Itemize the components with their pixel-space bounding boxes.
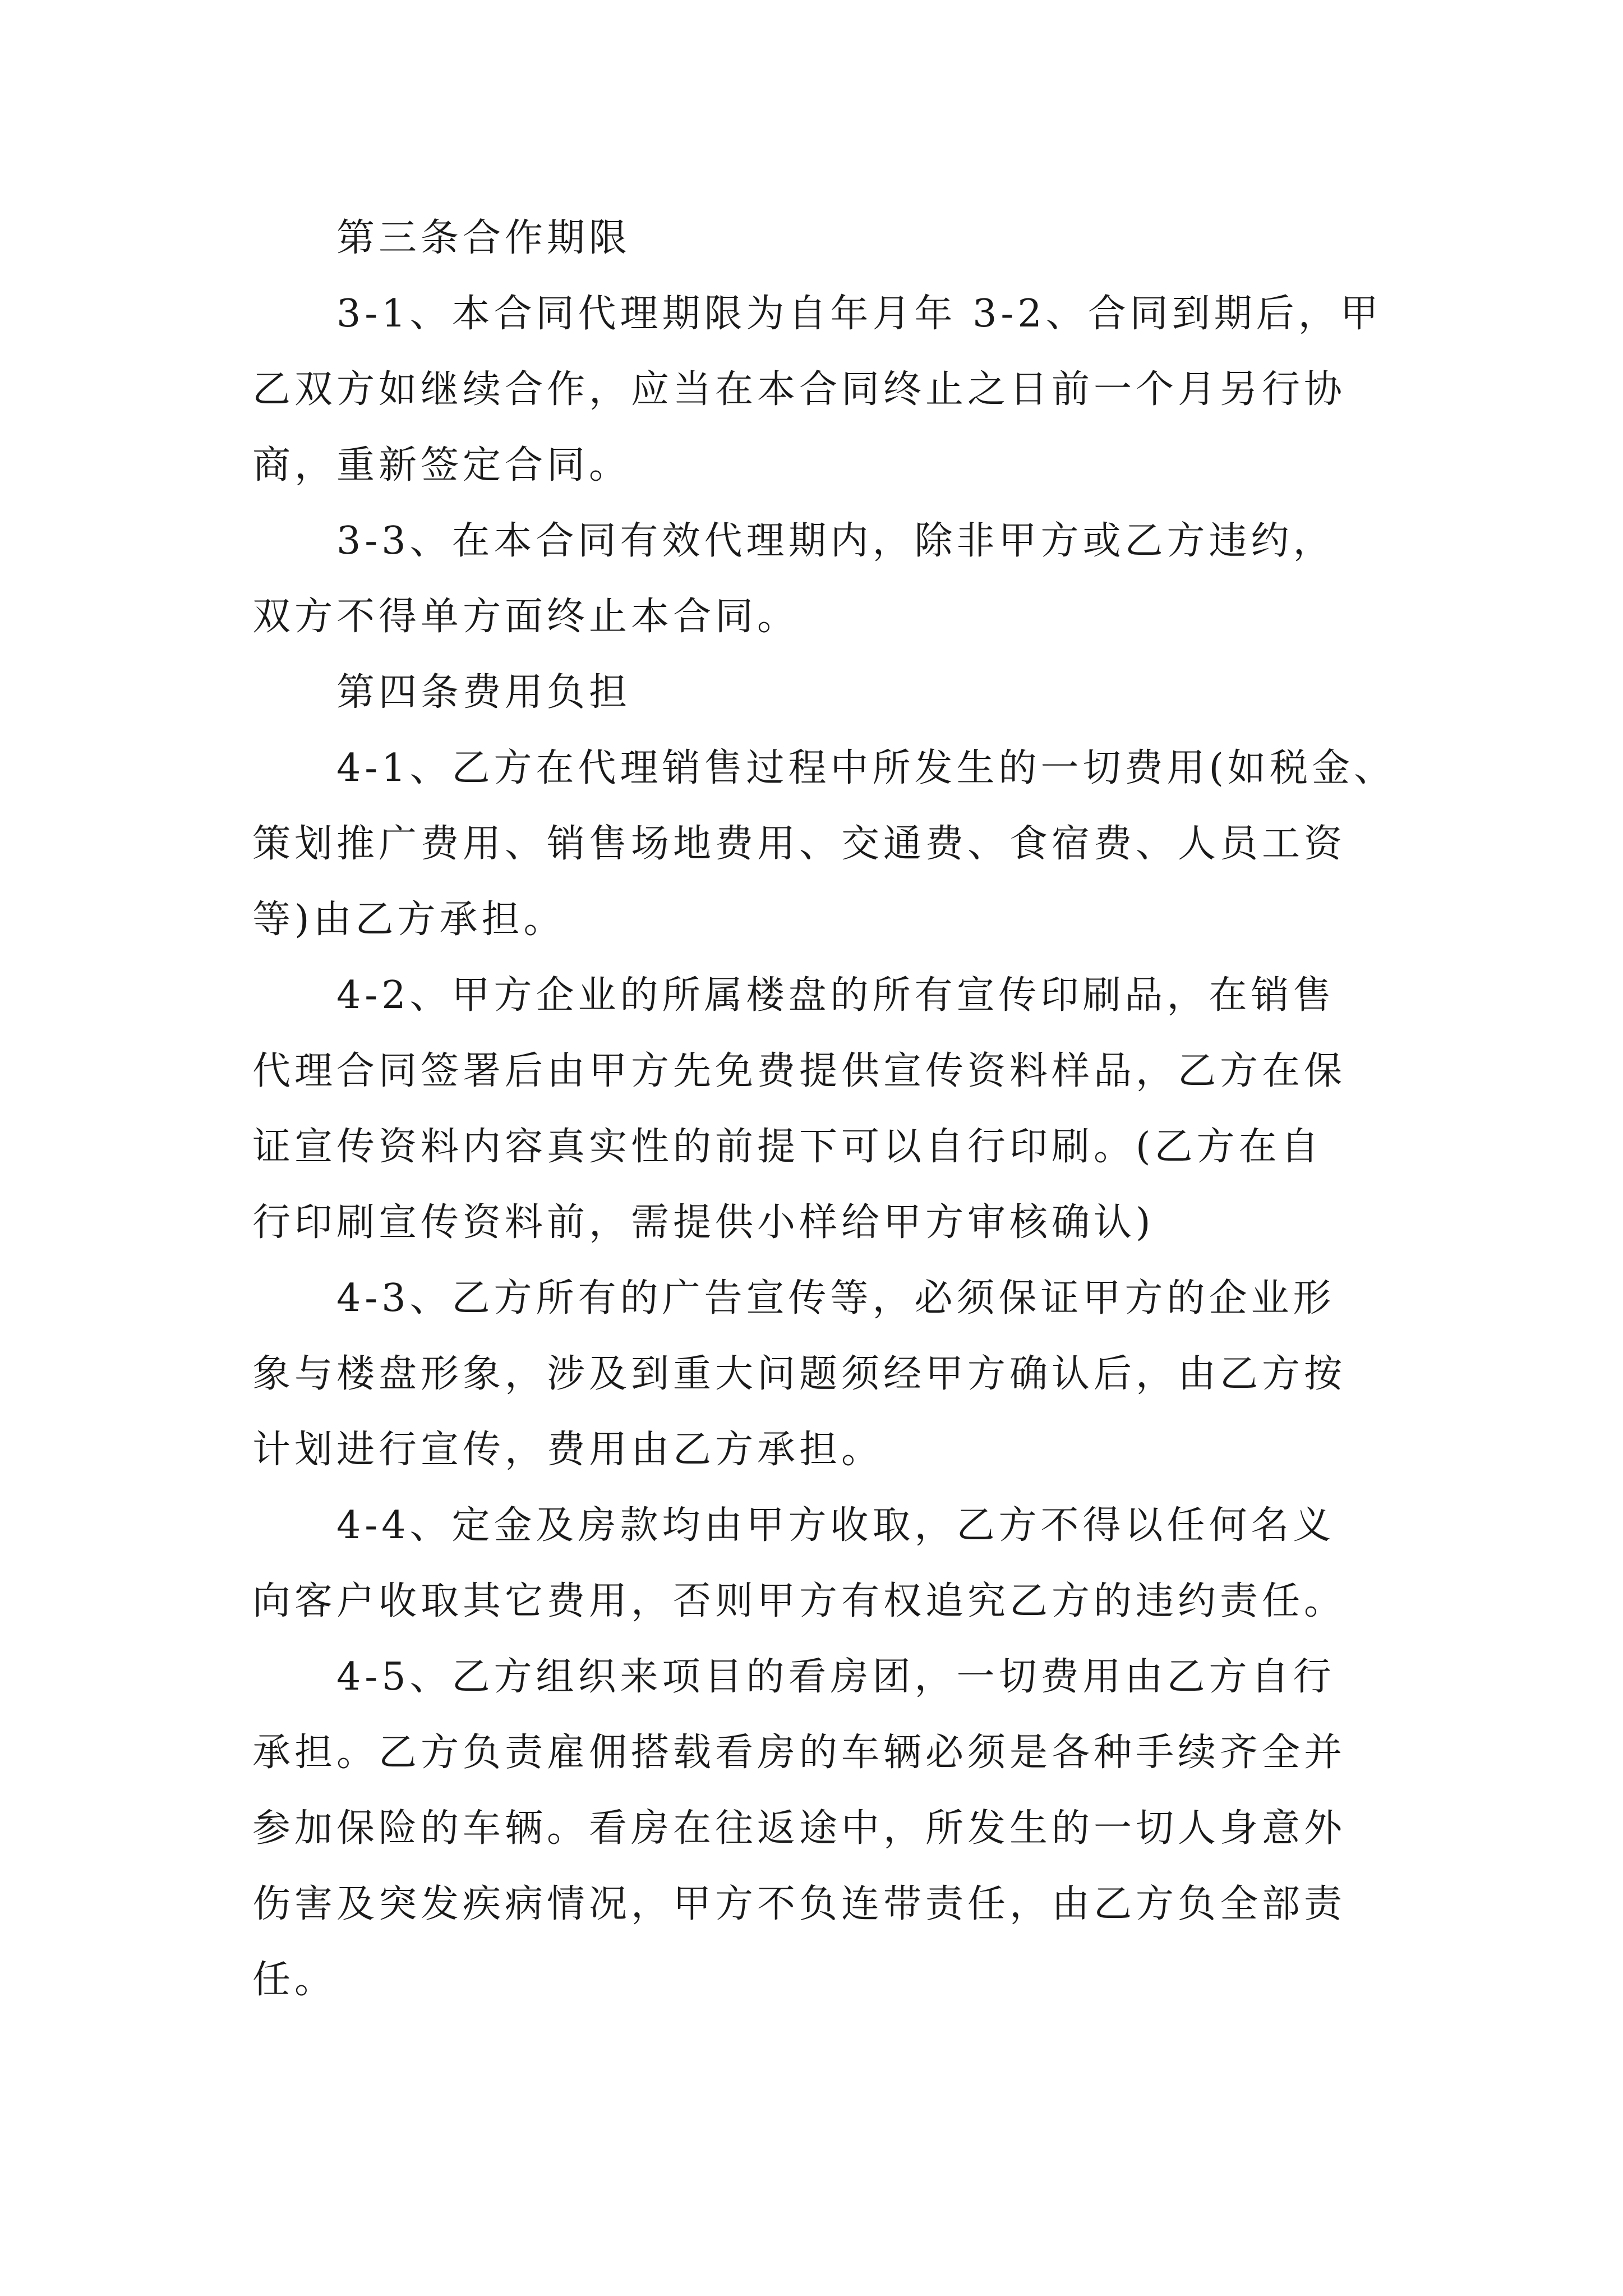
clause-4-2-line: 4-2、甲方企业的所属楼盘的所有宣传印刷品，在销售 <box>336 973 1335 1018</box>
clause-3-1-line: 乙双方如继续合作，应当在本合同终止之日前一个月另行协 <box>252 367 1347 412</box>
clause-4-4-line: 向客户收取其它费用，否则甲方有权追究乙方的违约责任。 <box>252 1579 1347 1623</box>
clause-4-4-line: 4-4、定金及房款均由甲方收取，乙方不得以任何名义 <box>336 1503 1335 1548</box>
clause-4-5-line: 伤害及突发疾病情况，甲方不负连带责任，由乙方负全部责 <box>252 1882 1347 1926</box>
clause-4-5-line: 4-5、乙方组织来项目的看房团，一切费用由乙方自行 <box>336 1655 1335 1699</box>
clause-3-3-line: 双方不得单方面终止本合同。 <box>252 595 800 639</box>
section-heading-4: 第四条费用负担 <box>336 670 631 715</box>
clause-4-1-line: 4-1、乙方在代理销售过程中所发生的一切费用(如税金、 <box>336 746 1396 790</box>
clause-4-2-line: 证宣传资料内容真实性的前提下可以自行印刷。(乙方在自 <box>252 1125 1323 1169</box>
clause-4-1-line: 等)由乙方承担。 <box>252 898 566 942</box>
clause-4-1-line: 策划推广费用、销售场地费用、交通费、食宿费、人员工资 <box>252 822 1347 866</box>
clause-4-3-line: 象与楼盘形象，涉及到重大问题须经甲方确认后，由乙方按 <box>252 1352 1347 1396</box>
clause-3-1-line: 3-1、本合同代理期限为自年月年 3-2、合同到期后，甲 <box>336 292 1382 336</box>
clause-4-3-line: 4-3、乙方所有的广告宣传等，必须保证甲方的企业形 <box>336 1276 1335 1320</box>
clause-4-3-line: 计划进行宣传，费用由乙方承担。 <box>252 1428 884 1472</box>
clause-4-5-line: 任。 <box>252 1958 337 2002</box>
clause-3-1-line: 商，重新签定合同。 <box>252 443 631 487</box>
section-heading-3: 第三条合作期限 <box>336 216 631 260</box>
clause-3-3-line: 3-3、在本合同有效代理期内，除非甲方或乙方违约， <box>336 519 1335 563</box>
clause-4-5-line: 参加保险的车辆。看房在往返途中，所发生的一切人身意外 <box>252 1806 1347 1851</box>
clause-4-2-line: 代理合同签署后由甲方先免费提供宣传资料样品，乙方在保 <box>252 1049 1347 1093</box>
clause-4-5-line: 承担。乙方负责雇佣搭载看房的车辆必须是各种手续齐全并 <box>252 1731 1347 1775</box>
clause-4-2-line: 行印刷宣传资料前，需提供小样给甲方审核确认) <box>252 1200 1155 1245</box>
